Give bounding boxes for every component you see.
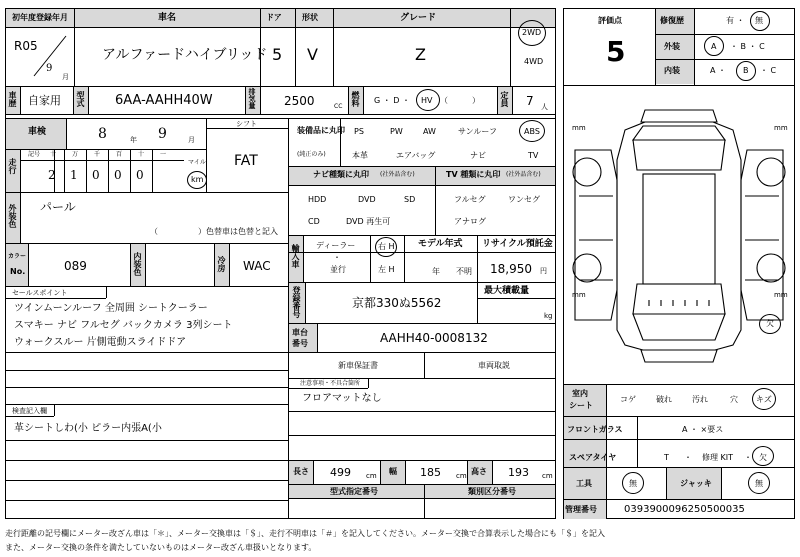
drive-4wd: 4WD: [524, 57, 544, 66]
mile-label: マイル: [188, 159, 206, 166]
navi-hdd: HDD: [308, 195, 327, 204]
odo-header-4: 百: [116, 151, 123, 158]
repair-selected: 無: [755, 16, 763, 25]
color-label: 外装色: [8, 204, 17, 228]
model-year-unit: 年: [432, 267, 440, 276]
tv-analog: アナログ: [454, 217, 486, 226]
manual: 車両取説: [478, 361, 510, 370]
color-value: パール: [40, 200, 76, 214]
car-name-value: アルファードハイブリッド: [102, 47, 268, 63]
odo-divider: [64, 150, 65, 192]
max-load-label: 最大積載量: [484, 286, 530, 296]
odo-header-1: 十: [50, 151, 57, 158]
chassis-label-a: 車台: [292, 328, 308, 337]
navi-dvd: DVD: [358, 195, 376, 204]
missing-mark: 欠: [766, 319, 774, 328]
equipment-item-1: PW: [390, 127, 403, 136]
rating-value: 5: [606, 35, 626, 68]
windshield-label: フロントガラス: [567, 425, 623, 434]
first-reg-era: R05: [14, 39, 38, 53]
ac-value: WAC: [243, 259, 271, 273]
length-label: 長さ: [293, 467, 309, 476]
capacity-label: 定員: [500, 91, 509, 107]
mgmt-value: 0393900096250500035: [624, 504, 745, 515]
shaken-label: 車検: [28, 127, 47, 137]
first-reg-label: 初年度登録年月: [12, 13, 68, 22]
shaken-month: 9: [158, 126, 167, 142]
inspector-label: 検査記入欄: [12, 407, 47, 415]
seat-yogore: 汚れ: [692, 395, 708, 404]
length-unit: cm: [366, 472, 377, 480]
interior-b: B: [743, 66, 749, 75]
spare-dot-2: ・: [744, 453, 752, 462]
width-value: 185: [420, 466, 441, 479]
recycle-label: リサイクル預託金: [482, 239, 553, 249]
odo-digit-3: 0: [92, 168, 100, 182]
shift-label: シフト: [236, 120, 257, 128]
interior-c: ・ C: [760, 66, 777, 75]
import-left-h: 左 H: [378, 265, 395, 274]
spare-kit: 修理 KIT: [702, 453, 734, 462]
footer-line-1: 走行距離の記号欄にメーター改ざん車は「＊」、メーター交換車は「＄」、走行不明車は「＃」を記入してください。メーター交換で合算表示した場合にも「＄」を記入: [5, 529, 605, 538]
interior-color-label: 内装色: [133, 252, 142, 276]
diagram-mm-br: mm: [774, 291, 788, 299]
model-label: 型式: [76, 91, 85, 107]
odo-digit-1: 2: [48, 168, 56, 182]
spare-dot-1: ・: [684, 453, 692, 462]
shaken-year-unit: 年: [130, 136, 137, 144]
odo-header-5: 十: [138, 151, 145, 158]
km-label: km: [191, 175, 204, 184]
displacement-value: 2500: [284, 94, 315, 108]
import-right-h: 右 H: [378, 242, 395, 251]
shift-value: FAT: [234, 153, 258, 169]
seat-ana: 穴: [730, 395, 738, 404]
equipment-label-sub: (純正のみ): [297, 151, 326, 158]
tools-value: 無: [629, 479, 637, 488]
sales-point-line-2: スマキー ナビ フルセグ バックカメラ 3列シート: [14, 320, 233, 331]
spare-label: スペアタイヤ: [569, 453, 617, 462]
width-label: 幅: [389, 467, 397, 476]
odo-digit-4: 0: [114, 168, 122, 182]
odo-header-6: 一: [160, 151, 167, 158]
chassis-value: AAHH40-0008132: [380, 331, 488, 345]
width-unit: cm: [456, 472, 467, 480]
diagram-mm-tr: mm: [774, 124, 788, 132]
spare-t: T: [664, 453, 669, 462]
sales-point-label: セールスポイント: [12, 289, 68, 297]
car-damage-diagram: [565, 100, 793, 370]
seat-koge: コゲ: [620, 395, 636, 404]
equipment-item-0: PS: [354, 127, 364, 136]
first-reg-month: 9: [46, 63, 53, 74]
shape-label: 形状: [302, 13, 318, 22]
seat-yabure: 破れ: [656, 395, 672, 404]
inspector-value: 革シートしわ(小 ピラー内張A(小: [14, 423, 162, 434]
odo-divider: [86, 150, 87, 192]
displacement-label: 排気量: [248, 88, 256, 109]
max-load-unit: kg: [544, 312, 553, 320]
fuel-paren: （ ）: [440, 96, 480, 105]
shaken-month-unit: 月: [188, 136, 195, 144]
first-reg-month-unit: 月: [62, 73, 69, 81]
tv-fullseg: フルセグ: [454, 195, 486, 204]
sales-point-line-1: ツインムーンルーフ 全周囲 シートクーラー: [14, 303, 208, 314]
door-label: ドア: [266, 13, 282, 22]
equipment-item2-2: ナビ: [470, 151, 486, 160]
notes-label: 注意事項・不具合箇所: [300, 380, 361, 387]
fuel-label: 燃料: [351, 91, 360, 107]
usage-label: 車歴: [8, 91, 17, 107]
exterior-b: ・ B ・ C: [730, 42, 765, 51]
equipment-item2-0: 本革: [352, 151, 368, 160]
tv-sub: (社外品含む): [506, 171, 541, 178]
interior-a: A ・: [710, 66, 727, 75]
equipment-item-4: ABS: [524, 127, 540, 136]
navi-label: ナビ種類に丸印: [313, 170, 369, 179]
rating-label: 評価点: [598, 16, 622, 25]
odo-digit-5: 0: [136, 168, 144, 182]
mgmt-label: 管理番号: [565, 505, 597, 514]
odo-header-3: 千: [94, 151, 101, 158]
displacement-unit: CC: [334, 103, 343, 110]
odo-header-2: 万: [72, 151, 79, 158]
fuel-options: G ・ D ・: [374, 96, 410, 105]
ac-label: 冷房: [217, 256, 226, 272]
reg-label: 登録番号: [292, 286, 301, 318]
equipment-item-3: サンルーフ: [458, 127, 497, 136]
shape-value: V: [307, 45, 318, 64]
interior-seat-label-b: シート: [569, 401, 593, 410]
height-unit: cm: [542, 472, 553, 480]
color-no-label-a: カラー: [8, 253, 27, 260]
odo-header-0: 記号: [28, 151, 41, 158]
color-no-label-b: No.: [10, 267, 26, 276]
repair-options: 有 ・: [726, 16, 745, 25]
doors-value: 5: [272, 45, 283, 64]
equipment-item-2: AW: [423, 127, 436, 136]
odo-divider: [152, 150, 153, 192]
import-dot: ・: [333, 253, 341, 262]
odo-digit-2: 1: [70, 168, 78, 182]
notes-value: フロアマットなし: [302, 393, 382, 404]
interior-label: 内装: [664, 66, 680, 75]
grade-value: Z: [415, 45, 426, 64]
capacity-unit: 人: [541, 103, 548, 111]
sales-point-line-3: ウォークスルー 片側電動スライドドア: [14, 337, 187, 348]
height-label: 高さ: [471, 467, 487, 476]
navi-sd: SD: [404, 195, 416, 204]
import-dealer: ディーラー: [316, 241, 356, 250]
new-warranty: 新車保証書: [338, 361, 378, 370]
main-sheet-frame: [5, 8, 556, 519]
jack-value: 無: [755, 479, 763, 488]
recycle-value: 18,950: [490, 262, 532, 276]
equipment-item2-1: エアバッグ: [396, 151, 436, 160]
recycle-unit: 円: [540, 267, 547, 275]
exterior-label: 外装: [664, 42, 680, 51]
drive-2wd: 2WD: [522, 28, 542, 37]
diagram-mm-tl: mm: [572, 124, 586, 132]
model-year-unknown: 不明: [456, 267, 472, 276]
windshield-value: A ・ ×要ス: [682, 425, 724, 434]
equipment-item2-3: TV: [528, 151, 539, 160]
repair-label: 修復歴: [660, 16, 684, 25]
jack-label: ジャッキ: [680, 479, 712, 488]
spare-missing: 欠: [759, 453, 767, 462]
shaken-year: 8: [98, 126, 107, 142]
tv-label: TV 種類に丸印: [446, 170, 501, 179]
grade-label: グレード: [400, 13, 437, 23]
seat-kizu: キズ: [756, 395, 772, 404]
interior-seat-label-a: 室内: [572, 389, 588, 398]
import-label: 輸入車: [291, 244, 300, 268]
type-number-label: 型式指定番号: [330, 487, 378, 496]
navi-dvd-play: DVD 再生可: [346, 217, 391, 226]
exterior-a: A: [711, 42, 717, 51]
usage-value: 自家用: [28, 94, 61, 107]
color-paren: （ ）: [150, 227, 206, 236]
navi-sub: (社外品含む): [380, 171, 415, 178]
model-year-label: モデル年式: [418, 239, 463, 249]
color-no-value: 089: [64, 259, 87, 273]
chassis-label-b: 番号: [292, 339, 308, 348]
mileage-label: 走行: [8, 158, 17, 174]
model-value: 6AA-AAHH40W: [115, 93, 213, 108]
reg-value: 京都330ぬ5562: [352, 296, 442, 310]
color-note: 色替車は色替と記入: [206, 227, 278, 236]
length-value: 499: [330, 466, 351, 479]
navi-cd: CD: [308, 217, 320, 226]
odo-divider: [108, 150, 109, 192]
class-number-label: 類別区分番号: [468, 487, 516, 496]
import-parallel: 並行: [330, 265, 346, 274]
fuel-selected: HV: [421, 96, 433, 105]
height-value: 193: [508, 466, 529, 479]
footer-line-2: また、メーター交換の条件を満たしていないものはメーター改ざん車扱いとなります。: [5, 543, 317, 552]
car-name-label: 車名: [158, 13, 177, 23]
abs-circle: [519, 120, 545, 142]
tools-label: 工具: [576, 479, 592, 488]
capacity-value: 7: [526, 94, 534, 108]
odo-divider: [130, 150, 131, 192]
diagram-mm-bl: mm: [572, 291, 586, 299]
equipment-label: 装備品に丸印: [297, 126, 345, 135]
tv-oneseg: ワンセグ: [508, 195, 540, 204]
